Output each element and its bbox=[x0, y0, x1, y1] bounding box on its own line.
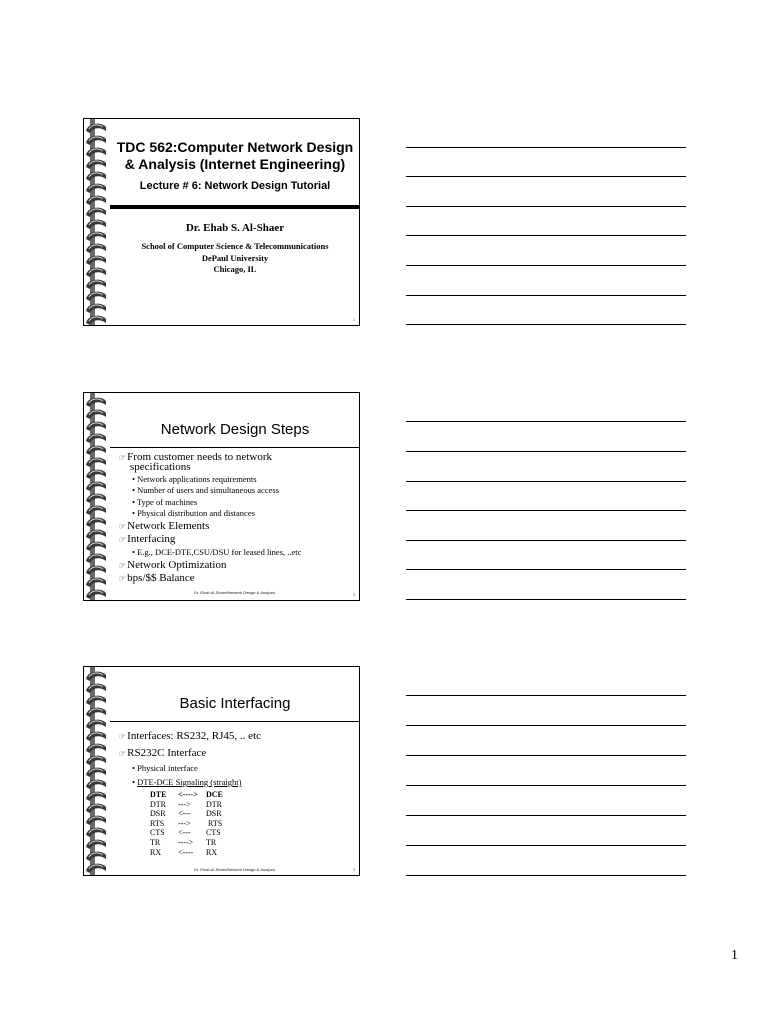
slide-2 bbox=[83, 392, 360, 601]
spiral-binding-icon bbox=[84, 667, 110, 876]
spiral-binding-icon bbox=[84, 393, 110, 601]
signal-table-row bbox=[150, 809, 236, 819]
signal-table-cell: RTS bbox=[150, 818, 165, 828]
note-line bbox=[406, 147, 686, 148]
note-line bbox=[406, 785, 686, 786]
bullet-item: ☞ bps/$$ Balance bbox=[118, 572, 195, 584]
bullet-continuation: specifications bbox=[130, 461, 191, 473]
note-line bbox=[406, 235, 686, 236]
note-line bbox=[406, 510, 686, 511]
signal-table-row bbox=[150, 828, 236, 838]
note-line bbox=[406, 176, 686, 177]
sub-bullet: • Network applications requirements bbox=[132, 474, 257, 484]
signal-table-row bbox=[150, 800, 236, 810]
signal-table-cell: TR bbox=[206, 837, 217, 847]
signal-table-cell: DTE bbox=[150, 790, 167, 799]
sub-bullet: • Number of users and simultaneous access bbox=[132, 485, 279, 495]
hand-pointer-icon: ☞ bbox=[118, 732, 126, 741]
sub-bullet: • Type of machines bbox=[132, 497, 198, 507]
affiliation: School of Computer Science & Telecommunications DePaul University Chicago, IL bbox=[141, 241, 329, 274]
signal-table-row bbox=[150, 848, 236, 858]
signal-table bbox=[150, 790, 236, 857]
notes-area-2 bbox=[406, 421, 686, 601]
slide-3 bbox=[83, 666, 360, 876]
note-line bbox=[406, 451, 686, 452]
signal-table-cell: <--- bbox=[178, 828, 191, 838]
note-line bbox=[406, 845, 686, 846]
note-line bbox=[406, 755, 686, 756]
signal-table-cell: <----> bbox=[178, 790, 198, 799]
signal-table-cell: DTR bbox=[150, 799, 166, 809]
bullet-item: ☞ RS232C Interface bbox=[118, 747, 207, 759]
bullet-item: ☞ Network Elements bbox=[118, 520, 210, 532]
bullet-item: ☞ Interfaces: RS232, RJ45, .. etc bbox=[118, 730, 261, 742]
sub-bullet: • E.g., DCE-DTE,CSU/DSU for leased lines, ..etc bbox=[132, 547, 302, 557]
note-line bbox=[406, 206, 686, 207]
note-line bbox=[406, 815, 686, 816]
signal-table-cell: RTS bbox=[206, 818, 223, 828]
note-line bbox=[406, 569, 686, 570]
note-line bbox=[406, 695, 686, 696]
bullet-item: ☞ Interfacing bbox=[118, 533, 176, 545]
signal-table-cell: DCE bbox=[206, 790, 223, 799]
slide-number: 3 bbox=[353, 867, 355, 872]
signal-table-row bbox=[150, 838, 236, 848]
notes-area-1 bbox=[406, 147, 686, 327]
signal-table-cell: DSR bbox=[150, 809, 166, 819]
hand-pointer-icon: ☞ bbox=[118, 453, 126, 462]
title-divider bbox=[110, 721, 360, 722]
signal-table-row bbox=[150, 819, 236, 829]
notes-area-3 bbox=[406, 695, 686, 877]
author-name: Dr. Ehab S. Al-Shaer bbox=[185, 222, 285, 234]
slide-1 bbox=[83, 118, 360, 326]
signal-table-cell: <---- bbox=[178, 847, 194, 857]
signal-table-cell: CTS bbox=[206, 828, 221, 838]
note-line bbox=[406, 295, 686, 296]
hand-pointer-icon: ☞ bbox=[118, 574, 126, 583]
slide-subtitle: Lecture # 6: Network Design Tutorial bbox=[139, 180, 331, 192]
signal-table-cell: ----> bbox=[178, 837, 194, 847]
hand-pointer-icon: ☞ bbox=[118, 561, 126, 570]
sub-bullet: • Physical distribution and distances bbox=[132, 508, 255, 518]
sub-bullet: • Physical interface bbox=[132, 763, 198, 773]
signal-table-cell: <--- bbox=[178, 809, 191, 819]
slide-title: Basic Interfacing bbox=[179, 695, 291, 712]
signal-table-cell: DSR bbox=[206, 809, 222, 819]
spiral-binding-icon bbox=[84, 119, 110, 326]
signal-table-cell: TR bbox=[150, 837, 161, 847]
title-divider bbox=[110, 447, 360, 448]
slide-title: Network Design Steps bbox=[160, 421, 310, 438]
note-line bbox=[406, 540, 686, 541]
slide-footer: Dr. Ehab Al-Shaer/Network Design & Analysis bbox=[194, 867, 276, 872]
note-line bbox=[406, 421, 686, 422]
hand-pointer-icon: ☞ bbox=[118, 749, 126, 758]
slide-footer: Dr. Ehab Al-Shaer/Network Design & Analysis bbox=[194, 590, 276, 595]
signal-table-cell: CTS bbox=[150, 828, 165, 838]
sub-bullet: • DTE-DCE Signaling (straight) bbox=[132, 777, 242, 787]
hand-pointer-icon: ☞ bbox=[118, 522, 126, 531]
slide-number: 1 bbox=[353, 317, 355, 322]
slide-title: TDC 562:Computer Network Design & Analysis (Internet Engineering) bbox=[116, 139, 354, 172]
bullet-item: ☞ From customer needs to network bbox=[118, 451, 272, 463]
signal-table-cell: RX bbox=[206, 847, 218, 857]
hand-pointer-icon: ☞ bbox=[118, 535, 126, 544]
note-line bbox=[406, 481, 686, 482]
signal-table-cell: DTR bbox=[206, 799, 222, 809]
signal-table-cell: RX bbox=[150, 847, 162, 857]
note-line bbox=[406, 599, 686, 600]
note-line bbox=[406, 875, 686, 876]
note-line bbox=[406, 265, 686, 266]
signal-table-row bbox=[150, 790, 236, 800]
note-line bbox=[406, 324, 686, 325]
note-line bbox=[406, 725, 686, 726]
signal-table-cell: ---> bbox=[178, 818, 191, 828]
signal-table-cell: ---> bbox=[178, 799, 191, 809]
bullet-item: ☞ Network Optimization bbox=[118, 559, 227, 571]
title-divider bbox=[110, 205, 360, 209]
slide-number: 2 bbox=[353, 592, 355, 597]
page-number: 1 bbox=[731, 948, 738, 963]
